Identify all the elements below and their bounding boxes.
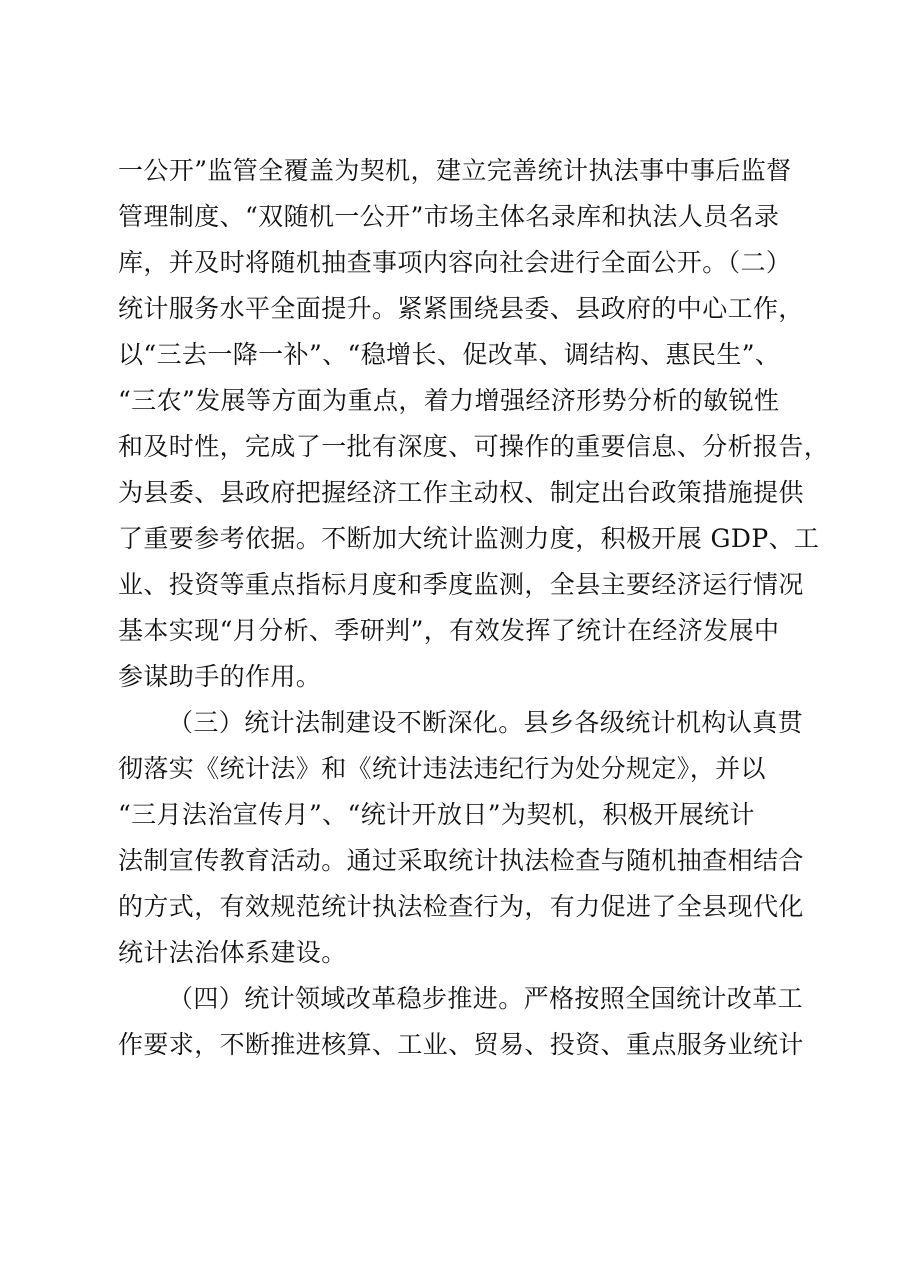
text-line: 法制宣传教育活动。通过采取统计执法检查与随机抽查相结合 (118, 846, 804, 875)
text-line: 管理制度、“双随机一公开”市场主体名录库和执法人员名录 (118, 202, 780, 231)
text-line: 以“三去一降一补”、“稳增长、促改革、调结构、惠民生”、 (118, 340, 781, 369)
text-line: 为县委、县政府把握经济工作主动权、制定出台政策措施提供 (118, 478, 804, 507)
text-line: 的方式，有效规范统计执法检查行为，有力促进了全县现代化 (118, 892, 804, 921)
text-line: 库，并及时将随机抽查事项内容向社会进行全面公开。（二） (118, 248, 792, 277)
document-body (118, 148, 830, 1068)
paragraph-first-line: （四）统计领域改革稳步推进。严格按照全国统计改革工 (168, 984, 804, 1013)
text-line: 彻落实《统计法》和《统计违法违纪行为处分规定》，并以 (118, 754, 766, 783)
paragraph-first-line: （三）统计法制建设不断深化。县乡各级统计机构认真贯 (168, 708, 804, 737)
text-line: 基本实现“月分析、季研判”，有效发挥了统计在经济发展中 (118, 616, 780, 645)
text-line: 作要求，不断推进核算、工业、贸易、投资、重点服务业统计 (118, 1030, 804, 1059)
text-line: 和及时性，完成了一批有深度、可操作的重要信息、分析报告， (118, 432, 830, 461)
text-line: “三农”发展等方面为重点，着力增强经济形势分析的敏锐性 (118, 386, 780, 415)
text-line: 了重要参考依据。不断加大统计监测力度，积极开展 GDP、工 (118, 524, 820, 553)
text-line: 参谋助手的作用。 (118, 662, 322, 691)
text-line: 业、投资等重点指标月度和季度监测，全县主要经济运行情况 (118, 570, 804, 599)
text-line: 一公开”监管全覆盖为契机，建立完善统计执法事中事后监督 (118, 156, 792, 185)
text-line: “三月法治宣传月”、“统计开放日”为契机，积极开展统计 (118, 800, 755, 829)
text-line: 统计服务水平全面提升。紧紧围绕县委、县政府的中心工作， (118, 294, 804, 323)
text-line: 统计法治体系建设。 (118, 938, 347, 967)
